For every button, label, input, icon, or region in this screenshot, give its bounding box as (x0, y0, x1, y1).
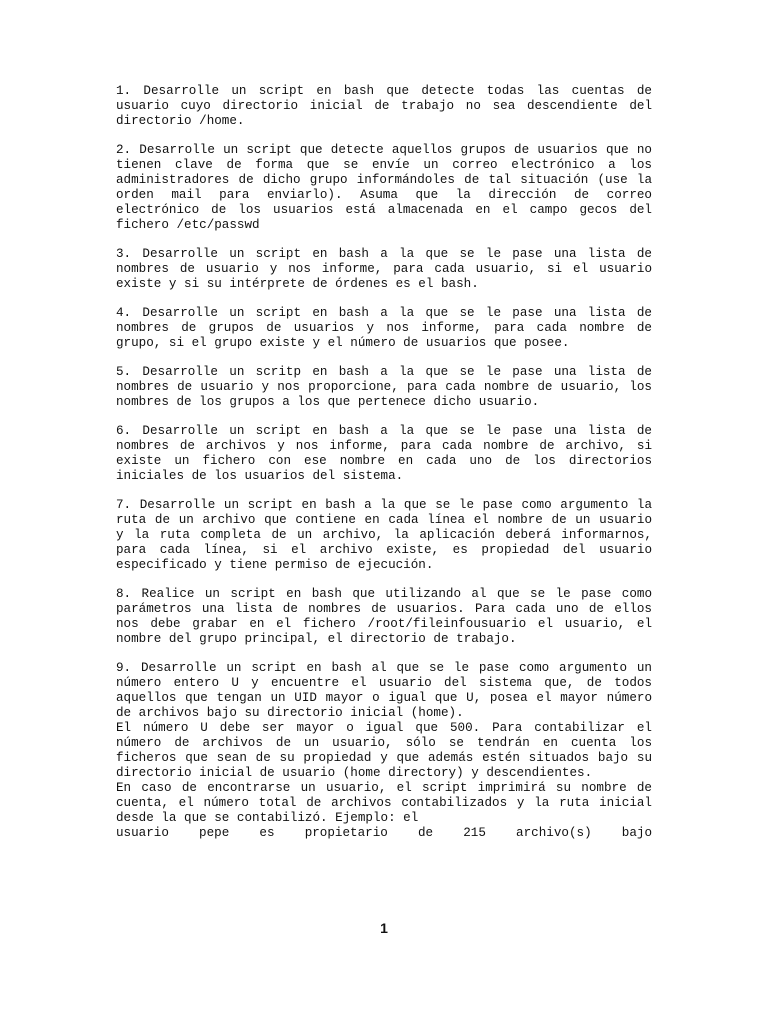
exercise-7: 7. Desarrolle un script en bash a la que se le pase como argumento la ruta de un archivo que contiene en cada línea el nombre de un usuario y la ruta completa de un archivo, la aplicación deberá informarnos, para cada línea, si el archivo existe, es propiedad del usuario especificado y tiene permiso de ejecución. (116, 498, 652, 572)
exercise-5: 5. Desarrolle un scritp en bash a la que se le pase una lista de nombres de usuario y nos proporcione, para cada nombre de usuario, los nombres de los grupos a los que pertenece dicho usuario. (116, 365, 652, 409)
exercise-6: 6. Desarrolle un script en bash a la que se le pase una lista de nombres de archivos y nos informe, para cada nombre de archivo, si existe un fichero con ese nombre en cada uno de los directorios iniciales de los usuarios del sistema. (116, 424, 652, 483)
page-number: 1 (380, 920, 388, 936)
exercise-4: 4. Desarrolle un script en bash a la que se le pase una lista de nombres de grupos de usuarios y nos informe, para cada nombre de grupo, si el grupo existe y el número de usuarios que posee. (116, 306, 652, 350)
exercise-9-uid-rule: El número U debe ser mayor o igual que 500. Para contabilizar el número de archivos de un usuario, sólo se tendrán en cuenta los ficheros que sean de su propiedad y que además estén situados bajo su directorio inicial de usuario (home directory) y descendientes. (116, 721, 652, 780)
exercise-9-example-line: usuario pepe es propietario de 215 archivo(s) bajo (116, 826, 652, 840)
exercise-8: 8. Realice un script en bash que utilizando al que se le pase como parámetros una lista de nombres de usuarios. Para cada uno de ellos nos debe grabar en el fichero /root/fileinfousuario el usuario, el nombre del grupo principal, el directorio de trabajo. (116, 587, 652, 646)
exercise-9: 9. Desarrolle un script en bash al que se le pase como argumento un número entero U y encuentre el usuario del sistema que, de todos aquellos que tengan un UID mayor o igual que U, posea el mayor número de archivos bajo su directorio inicial (home). (116, 661, 652, 720)
exercise-2: 2. Desarrolle un script que detecte aquellos grupos de usuarios que no tienen clave de forma que se envíe un correo electrónico a los administradores de dicho grupo informándoles de tal situación (use la orden mail para enviarlo). Asuma que la dirección de correo electrónico de los usuarios está almacenada en el campo gecos del fichero /etc/passwd (116, 143, 652, 232)
exercise-1: 1. Desarrolle un script en bash que detecte todas las cuentas de usuario cuyo directorio inicial de trabajo no sea descendiente del directorio /home. (116, 84, 652, 128)
exercise-9-output-rule: En caso de encontrarse un usuario, el script imprimirá su nombre de cuenta, el número total de archivos contabilizados y la ruta inicial desde la que se contabilizó. Ejemplo: el (116, 781, 652, 825)
document-page (116, 84, 652, 841)
exercise-3: 3. Desarrolle un script en bash a la que se le pase una lista de nombres de usuario y nos informe, para cada usuario, si el usuario existe y si su intérprete de órdenes es el bash. (116, 247, 652, 291)
